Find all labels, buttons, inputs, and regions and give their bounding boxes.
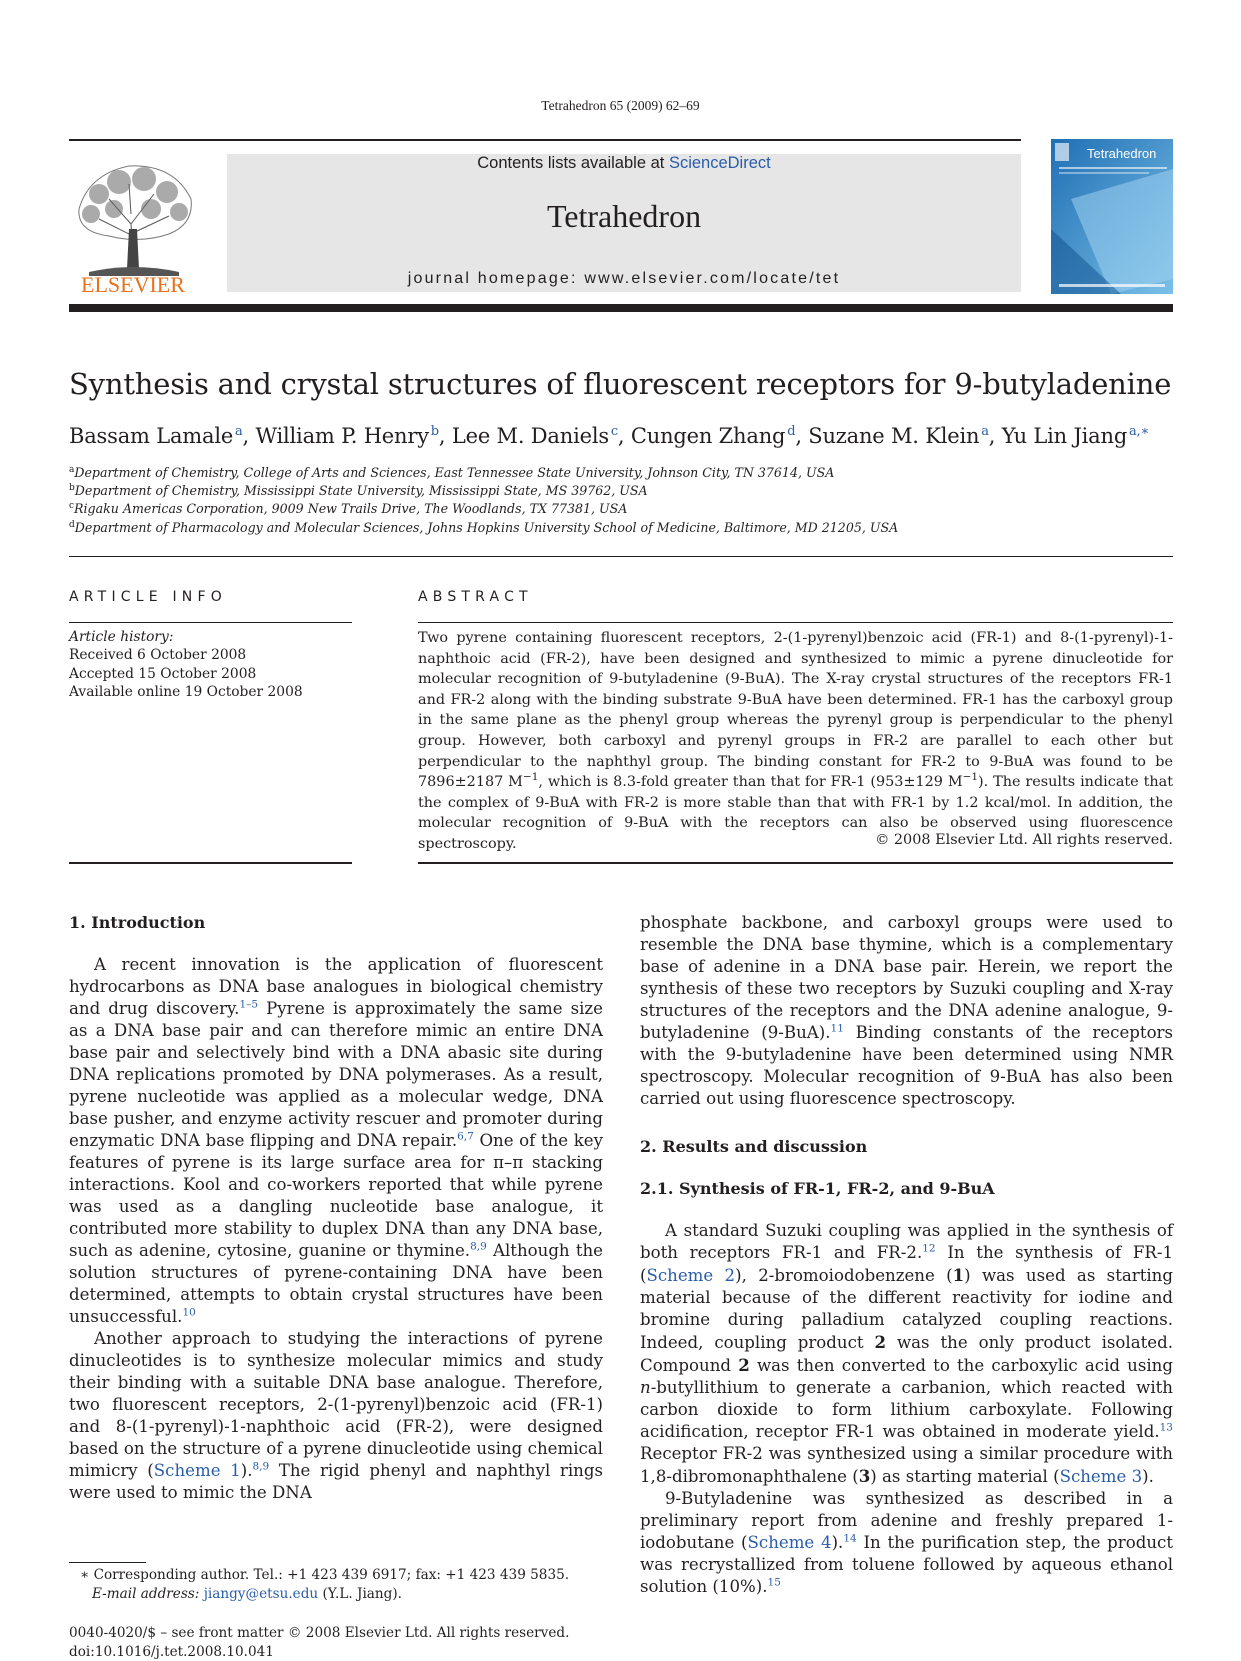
paragraph: phosphate backbone, and carboxyl groups were used to resemble the DNA base thymine, which is a complementary base of adenine in a DNA base pair. Herein, we report the synthesis of these two receptors by Suzuki coupling and X-ray structures of the receptors and the DNA adenine analogue, 9-butyladenine (9-BuA).$^{11}$ Binding constants of the receptors with the 9-butyladenine have been determined using NMR spectroscopy. Molecular recognition of 9-BuA has also been carried out using fluorescence spectroscopy. — [640, 913, 1174, 1108]
article-title: Synthesis and crystal structures of fluorescent receptors for 9-butyladenine — [69, 367, 1172, 401]
affiliation-rule — [69, 556, 1173, 557]
scheme-link[interactable]: Scheme 2 — [646, 1266, 736, 1285]
issn-doi-block — [69, 1624, 569, 1661]
received-date: Received 6 October 2008 — [69, 647, 247, 664]
affiliation-mark: c — [69, 501, 75, 512]
doi-line[interactable]: doi:10.1016/j.tet.2008.10.041 — [69, 1643, 274, 1660]
article-info-rule-bottom — [69, 862, 352, 864]
abstract-rule-bottom — [418, 862, 1173, 864]
header-rule-bottom — [69, 304, 1173, 312]
footnote-contact: Corresponding author. Tel.: +1 423 439 6917; fax: +1 423 439 5835. — [89, 1567, 570, 1583]
sciencedirect-link[interactable]: ScienceDirect — [668, 154, 771, 172]
paragraph: A recent innovation is the application of fluorescent hydrocarbons as DNA base analogues in biological chemistry and drug discovery.$^{1-5}$ Pyrene is approximately the same size as a DNA base pair and can therefore mimic an entire DNA base pair and selectively bind with a DNA abasic site during DNA replications promoted by DNA polymerases. As a result, pyrene nucleotide was applied as a molecular wedge, DNA base pusher, and enzyme activity rescuer and promoter during enzymatic DNA base flipping and DNA repair.$^{6,7}$ One of the key features of pyrene is its large surface area for π–π stacking interactions. Kool and co-workers reported that while pyrene was used as a dangling nucleotide base analogue, it contributed more stability to duplex DNA than any DNA base, such as adenine, cytosine, guanine or thymine.$^{8,9}$ Although the solution structures of pyrene-containing DNA have been determined, attempts to obtain crystal structures have been unsuccessful.$^{10}$ — [69, 955, 604, 1326]
affiliation-mark: d — [69, 519, 75, 530]
paragraph: A standard Suzuki coupling was applied in the synthesis of both receptors FR-1 and FR-2.12 In the synthesis of FR-1 (Scheme 2), 2-bromoiodobenzene (1) was used as starting material because of the different reactivity for iodine and bromine during palladium catalyzed coupling reactions. Indeed, coupling product 2 was the only product isolated. Compound 2 was then converted to the carboxylic acid using n-butyllithium to generate a carbanion, which reacted with carbon dioxide to form lithium carboxylate. Following acidification, receptor FR-1 was obtained in moderate yield.$^{13}$ Receptor FR-2 was synthesized using a similar procedure with 1,8-dibromonaphthalene (3) as starting material (Scheme 3). — [640, 1221, 1174, 1486]
affiliation — [69, 519, 898, 537]
author-name: Suzane M. Klein — [808, 424, 980, 448]
author-affil-mark[interactable]: a,∗ — [1128, 424, 1150, 439]
author-name: Lee M. Daniels — [451, 424, 609, 448]
author-name: Bassam Lamale — [69, 424, 234, 448]
journal-banner — [227, 154, 1021, 292]
elsevier-tree-logo — [69, 154, 197, 294]
abstract-heading: ABSTRACT — [418, 589, 533, 605]
section-heading-introduction: 1. Introduction — [69, 913, 206, 932]
header-rule-top — [69, 139, 1021, 141]
affiliation — [69, 464, 898, 482]
citation-ref[interactable]: 11 — [830, 1022, 844, 1035]
subsection-heading-synthesis: 2.1. Synthesis of FR-1, FR-2, and 9-BuA — [640, 1179, 995, 1198]
paragraph: Another approach to studying the interactions of pyrene dinucleotides is to synthesize molecular mimics and study their binding with a suitable DNA base analogue. Therefore, two fluorescent receptors, 2-(1-pyrenyl)benzoic acid (FR-1) and 8-(1-pyrenyl)-1-naphthoic acid (FR-2), were designed based on the structure of a pyrene dinucleotide using chemical mimicry (Scheme 1).$^{8,9}$ The rigid phenyl and naphthyl rings were used to mimic the DNA — [69, 1329, 603, 1502]
affiliation-mark: a — [69, 464, 75, 475]
abstract-rule — [418, 622, 1173, 623]
citation-ref[interactable]: 14 — [843, 1532, 857, 1545]
footnote-star: ∗ — [80, 1567, 90, 1583]
article-history — [69, 628, 303, 701]
journal-cover-image — [1051, 139, 1173, 294]
citation-ref[interactable]: 8,9 — [470, 1240, 487, 1253]
author-name: Cungen Zhang — [630, 424, 786, 448]
contents-line — [227, 154, 1021, 173]
online-date: Available online 19 October 2008 — [69, 683, 303, 700]
abstract-text: Two pyrene containing fluorescent receptors, 2-(1-pyrenyl)benzoic acid (FR-1) and 8-(1-pyrenyl)-1-naphthoic acid (FR-2), have been designed and synthesized to mimic a pyrene dinucleotide for molecular recognition of 9-butyladenine (9-BuA). The X-ray crystal structures of the receptors FR-1 and FR-2 along with the binding substrate 9-BuA have been determined. FR-1 has the carboxyl group in the same plane as the phenyl group whereas the pyrenyl group is perpendicular to the phenyl group. However, both carboxyl and pyrenyl groups in FR-2 are parallel to each other but perpendicular to the naphthyl group. The binding constant for FR-2 to 9-BuA was found to be 7896±2187 $M^{-1}$, which is 8.3-fold greater than that for FR-1 (953±129 $M^{-1}$). The results indicate that the complex of 9-BuA with FR-2 is more stable than that with FR-1 by 1.2 kcal/mol. In addition, the molecular recognition of 9-BuA with the receptors can also be observed using fluorescence spectroscopy. — [418, 630, 1173, 852]
paragraph: 9-Butyladenine was synthesized as described in a preliminary report from adenine and freshly prepared 1-iodobutane (Scheme 4).$^{14}$ In the purification step, the product was recrystallized from toluene followed by aqueous ethanol solution (10%).$^{15}$ — [640, 1489, 1173, 1596]
journal-homepage[interactable]: journal homepage: www.elsevier.com/locate/tet — [407, 270, 841, 287]
affiliation-text: Department of Chemistry, Mississippi State University, Mississippi State, MS 39762, USA — [74, 483, 648, 499]
abstract-copyright: © 2008 Elsevier Ltd. All rights reserved. — [874, 832, 1173, 848]
elsevier-wordmark: ELSEVIER — [81, 272, 185, 294]
author-name: Yu Lin Jiang — [1001, 424, 1128, 448]
affiliation — [69, 482, 898, 500]
affiliation-text: Rigaku Americas Corporation, 9009 New Trails Drive, The Woodlands, TX 77381, USA — [74, 501, 628, 517]
scheme-link[interactable]: Scheme 3 — [1059, 1467, 1143, 1486]
citation-ref[interactable]: 13 — [1159, 1421, 1173, 1434]
section-heading-results: 2. Results and discussion — [640, 1137, 868, 1156]
contents-prefix: Contents lists available at — [477, 154, 669, 172]
scheme-link[interactable]: Scheme 1 — [153, 1461, 241, 1480]
affiliation-mark: b — [69, 483, 75, 494]
history-label: Article history: — [69, 629, 174, 645]
author-list: Bassam Lamale $^a$, William P. Henry $^b$, Lee M. Daniels $^c$, Cungen Zhang $^d$, Suzane M. Klein $^a$, Yu Lin Jiang $^{a,∗}$ — [69, 424, 1150, 448]
citation-ref[interactable]: 1–5 — [239, 998, 259, 1011]
body-column-right — [640, 912, 1173, 1598]
affiliation-text: Department of Pharmacology and Molecular Sciences, Johns Hopkins University School of Medicine, Baltimore, MD 21205, USA — [74, 519, 899, 535]
scheme-link[interactable]: Scheme 4 — [747, 1533, 832, 1552]
cover-title: Tetrahedron — [1087, 146, 1157, 161]
citation-ref[interactable]: 12 — [922, 1242, 936, 1255]
citation-ref[interactable]: 15 — [767, 1576, 781, 1589]
footnote-rule — [69, 1562, 146, 1563]
citation-ref[interactable]: 10 — [182, 1306, 196, 1319]
citation-ref[interactable]: 8,9 — [252, 1460, 270, 1473]
journal-citation: Tetrahedron 65 (2009) 62–69 — [541, 98, 700, 113]
author-affil-mark[interactable]: c — [610, 424, 618, 439]
author-affil-mark[interactable]: a — [981, 424, 989, 439]
email-label: E-mail address: — [92, 1585, 204, 1602]
front-matter-line: 0040-4020/$ – see front matter © 2008 Elsevier Ltd. All rights reserved. — [69, 1625, 570, 1641]
article-info-rule — [69, 622, 352, 623]
affiliation-list — [69, 464, 898, 537]
corresponding-author-footnote: ∗ Corresponding author. Tel.: +1 423 439 6917; fax: +1 423 439 5835. E-mail address: jiangy@etsu.edu (Y.L. Jiang). — [80, 1567, 570, 1602]
author-affil-mark[interactable]: a — [234, 424, 243, 439]
article-info-heading: ARTICLE INFO — [69, 589, 227, 605]
author-affil-mark[interactable]: b — [430, 424, 439, 439]
email-link[interactable]: jiangy@etsu.edu — [203, 1585, 319, 1602]
accepted-date: Accepted 15 October 2008 — [69, 665, 257, 682]
author-affil-mark[interactable]: d — [787, 424, 796, 439]
affiliation-text: Department of Chemistry, College of Arts and Sciences, East Tennessee State University, Johnson City, TN 37614, USA — [74, 465, 835, 480]
author-name: William P. Henry — [255, 424, 429, 448]
citation-ref[interactable]: 6,7 — [457, 1130, 474, 1143]
affiliation — [69, 500, 898, 518]
body-column-left — [69, 912, 603, 1504]
journal-name: Tetrahedron — [546, 198, 702, 234]
